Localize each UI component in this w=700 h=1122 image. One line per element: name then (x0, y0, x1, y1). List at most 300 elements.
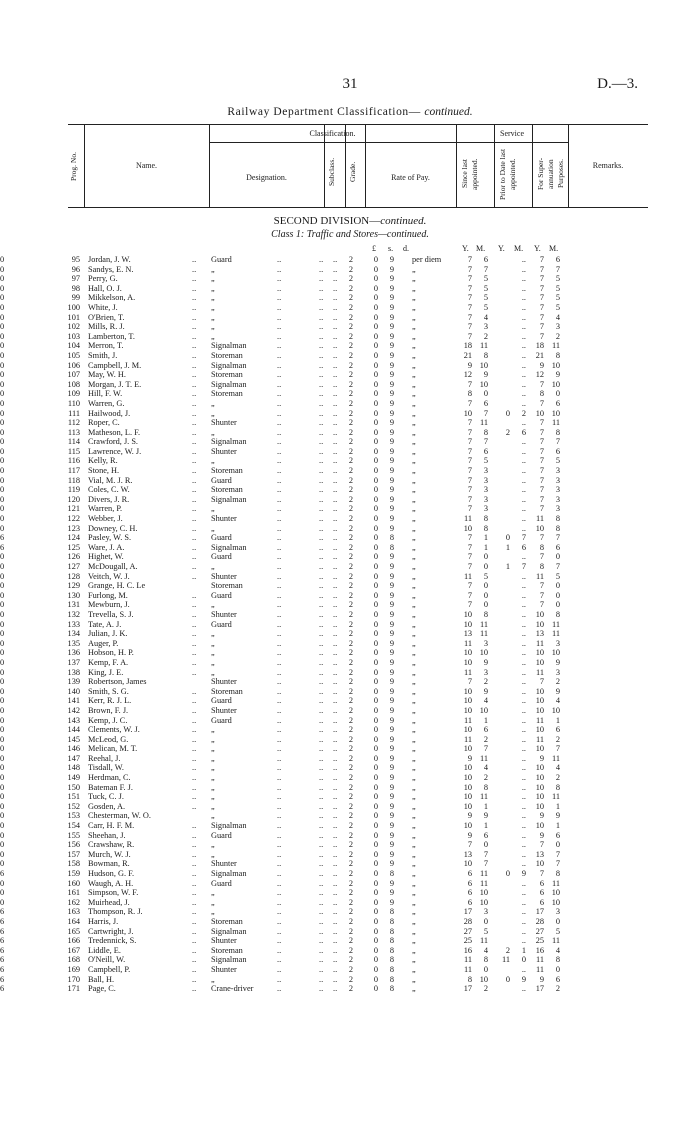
name-cell: Kemp, F. A. (88, 657, 129, 667)
name-cell: Gosden, A. (88, 801, 126, 811)
grade-cell: 2 (348, 533, 354, 543)
leader-dots: .. (333, 398, 338, 408)
since-months-cell: 5 (483, 926, 488, 936)
pay-pounds-cell: 0 (373, 312, 379, 322)
prior-months-cell: .. (521, 475, 526, 485)
grade-cell: 2 (348, 840, 354, 850)
super-years-cell: 8 (539, 542, 544, 552)
leader-dots: .. (277, 619, 282, 629)
pay-period-cell: „ (412, 475, 416, 485)
pay-pounds-cell: 0 (373, 341, 379, 351)
leader-dots: .. (192, 849, 197, 859)
leader-dots: .. (333, 485, 338, 495)
leader-dots: .. (277, 773, 282, 783)
pay-period-cell: „ (412, 571, 416, 581)
pay-pence-cell: 0 (0, 715, 5, 725)
table-row (0, 716, 700, 726)
pay-pence-cell: 0 (0, 446, 5, 456)
prior-months-cell: .. (521, 255, 526, 264)
leader-dots: .. (333, 696, 338, 706)
leader-dots: .. (333, 274, 338, 284)
designation-cell: Storeman (211, 350, 243, 360)
pay-shillings-cell: 9 (389, 408, 395, 418)
since-years-cell: 13 (463, 849, 472, 859)
leader-dots: .. (192, 370, 197, 380)
super-years-cell: 10 (535, 744, 544, 754)
super-months-cell: 10 (551, 408, 560, 418)
pay-shillings-cell: 9 (389, 514, 395, 524)
grade-cell: 2 (348, 734, 354, 744)
name-cell: Campbell, P. (88, 964, 131, 974)
since-years-cell: 10 (463, 744, 472, 754)
leader-dots: .. (277, 677, 282, 687)
pay-pounds-cell: 0 (373, 821, 379, 831)
leader-dots: .. (192, 629, 197, 639)
super-months-cell: 0 (555, 389, 560, 399)
grade-cell: 2 (348, 984, 354, 994)
since-years-cell: 11 (464, 571, 472, 581)
leader-dots: .. (319, 696, 324, 706)
table-row (0, 255, 700, 265)
since-years-cell: 7 (467, 562, 472, 571)
leader-dots: .. (277, 389, 282, 399)
prior-months-cell: .. (521, 456, 526, 466)
leader-dots: .. (319, 859, 324, 869)
since-months-cell: 0 (483, 916, 488, 926)
pay-pence-cell: 6 (0, 907, 5, 917)
leader-dots: .. (319, 763, 324, 773)
since-years-cell: 7 (467, 494, 472, 504)
name-cell: Trevella, S. J. (88, 609, 134, 619)
table-row (0, 418, 700, 428)
leader-dots: .. (319, 360, 324, 370)
grade-cell: 2 (348, 849, 354, 859)
pay-pounds-cell: 0 (373, 773, 379, 783)
leader-dots: .. (277, 686, 282, 696)
super-months-cell: 3 (555, 667, 560, 677)
prior-months-cell: .. (521, 984, 526, 994)
prog-no-cell: 95 (71, 255, 80, 264)
pay-shillings-cell: 9 (389, 523, 395, 533)
pay-period-cell: „ (412, 494, 416, 504)
leader-dots: .. (319, 629, 324, 639)
grade-cell: 2 (348, 821, 354, 831)
pay-shillings-cell: 8 (389, 936, 395, 946)
pay-pence-cell: 0 (0, 849, 5, 859)
table-row (0, 562, 700, 572)
since-months-cell: 8 (483, 427, 488, 437)
super-months-cell: 0 (555, 964, 560, 974)
grade-cell: 2 (348, 408, 354, 418)
leader-dots: .. (277, 888, 282, 898)
since-years-cell: 13 (463, 629, 472, 639)
prog-no-cell: 118 (67, 475, 80, 485)
pay-pence-cell: 0 (0, 283, 5, 293)
prior-months-cell: .. (521, 437, 526, 447)
prior-months-cell: .. (521, 907, 526, 917)
leader-dots: .. (333, 936, 338, 946)
pay-period-cell: „ (412, 322, 416, 332)
since-months-cell: 11 (480, 418, 488, 428)
since-months-cell: 4 (483, 763, 488, 773)
pay-shillings-cell: 9 (389, 705, 395, 715)
leader-dots: .. (277, 542, 282, 552)
pay-pounds-cell: 0 (373, 619, 379, 629)
leader-dots: .. (333, 945, 338, 955)
prog-no-cell: 158 (67, 859, 80, 869)
pay-pence-cell: 0 (0, 830, 5, 840)
name-cell: Highet, W. (88, 552, 124, 562)
since-months-cell: 7 (483, 744, 488, 754)
pay-pounds-cell: 0 (373, 562, 379, 571)
since-months-cell: 10 (479, 974, 488, 984)
pay-period-cell: „ (412, 542, 416, 552)
leader-dots: .. (192, 821, 197, 831)
pay-shillings-cell: 8 (389, 926, 395, 936)
pay-pence-cell: 0 (0, 811, 5, 821)
since-years-cell: 9 (467, 811, 472, 821)
since-months-cell: 0 (483, 840, 488, 850)
leader-dots: .. (319, 648, 324, 658)
table-header (68, 124, 648, 208)
grade-cell: 2 (348, 274, 354, 284)
pay-pence-cell: 0 (0, 331, 5, 341)
prior-years-cell: 0 (505, 408, 510, 418)
table-row (0, 293, 700, 303)
leader-dots: .. (192, 657, 197, 667)
prior-months-cell: .. (521, 821, 526, 831)
leader-dots: .. (192, 446, 197, 456)
pay-period-cell: „ (412, 446, 416, 456)
since-months-cell: 3 (483, 667, 488, 677)
name-cell: Kerr, R. J. L. (88, 696, 132, 706)
pay-pence-cell: 0 (0, 370, 5, 380)
since-years-cell: 10 (463, 801, 472, 811)
designation-cell: „ (211, 849, 215, 859)
leader-dots: .. (333, 609, 338, 619)
designation-cell: Shunter (211, 514, 237, 524)
designation-cell: „ (211, 753, 215, 763)
super-years-cell: 7 (539, 331, 544, 341)
since-years-cell: 6 (467, 869, 472, 878)
name-cell: Bowman, R. (88, 859, 130, 869)
prior-months-cell: 7 (521, 562, 526, 571)
prior-months-cell: .. (521, 648, 526, 658)
leader-dots: .. (277, 811, 282, 821)
leader-dots: .. (333, 619, 338, 629)
rate-header: Rate of Pay. (391, 173, 430, 182)
leader-dots: .. (319, 571, 324, 581)
prior-months-cell: .. (521, 849, 526, 859)
pay-shillings-cell: 9 (389, 609, 395, 619)
pay-shillings-cell: 8 (389, 974, 395, 984)
designation-cell: „ (211, 801, 215, 811)
leader-dots: .. (333, 974, 338, 984)
leader-dots: .. (333, 840, 338, 850)
super-years-cell: 7 (539, 869, 544, 878)
name-cell: Cartwright, J. (88, 926, 134, 936)
pay-period-cell: „ (412, 696, 416, 706)
pay-pence-cell: 0 (0, 609, 5, 619)
leader-dots: .. (277, 274, 282, 284)
name-cell: Muirhead, J. (88, 897, 130, 907)
pay-pence-cell: 0 (0, 629, 5, 639)
pay-shillings-cell: 9 (389, 264, 395, 274)
leader-dots: .. (192, 504, 197, 514)
since-years-cell: 10 (463, 523, 472, 533)
leader-dots: .. (277, 283, 282, 293)
super-months-cell: 9 (555, 370, 560, 380)
since-months-cell: 0 (483, 389, 488, 399)
pay-pence-cell: 0 (0, 581, 5, 591)
prog-no-cell: 127 (67, 562, 80, 571)
pay-pence-cell: 0 (0, 485, 5, 495)
super-years-cell: 7 (539, 264, 544, 274)
grade-cell: 2 (348, 667, 354, 677)
pay-pence-cell: 0 (0, 619, 5, 629)
pay-shillings-cell: 9 (389, 849, 395, 859)
leader-dots: .. (319, 964, 324, 974)
prior-months-cell: 1 (521, 945, 526, 955)
super-years-cell: 7 (539, 302, 544, 312)
leader-dots: .. (192, 427, 197, 437)
leader-dots: .. (192, 609, 197, 619)
pay-pounds-cell: 0 (373, 571, 379, 581)
since-months-cell: 10 (479, 897, 488, 907)
prog-no-cell: 110 (67, 398, 80, 408)
table-row (0, 332, 700, 342)
pay-pence-cell: 0 (0, 360, 5, 370)
prior-years-cell: 1 (505, 542, 510, 552)
leader-dots: .. (192, 514, 197, 524)
designation-cell: Guard (211, 475, 232, 485)
table-row (0, 351, 700, 361)
pay-shillings-cell: 9 (389, 418, 395, 428)
pay-pounds-cell: 0 (373, 945, 379, 955)
super-months-cell: 7 (555, 849, 560, 859)
pay-pence-cell: 0 (0, 408, 5, 418)
leader-dots: .. (192, 485, 197, 495)
leader-dots: .. (319, 888, 324, 898)
leader-dots: .. (333, 907, 338, 917)
prior-months-cell: .. (521, 696, 526, 706)
designation-cell: Signalman (211, 542, 247, 552)
prior-months-cell: .. (521, 331, 526, 341)
grade-cell: 2 (348, 888, 354, 898)
super-months-cell: 2 (555, 677, 560, 687)
leader-dots: .. (319, 945, 324, 955)
leader-dots: .. (277, 753, 282, 763)
grade-cell: 2 (348, 725, 354, 735)
leader-dots: .. (319, 897, 324, 907)
pay-pounds-cell: 0 (373, 350, 379, 360)
pay-shillings-cell: 9 (389, 667, 395, 677)
leader-dots: .. (319, 274, 324, 284)
pay-pence-cell: 6 (0, 974, 5, 984)
prog-no-cell: 122 (67, 514, 80, 524)
pay-pounds-cell: 0 (373, 264, 379, 274)
pay-period-cell: „ (412, 849, 416, 859)
classification-rule (209, 142, 456, 143)
pay-period-cell: „ (412, 456, 416, 466)
prog-no-cell: 162 (67, 897, 80, 907)
super-years-cell: 8 (539, 389, 544, 399)
pay-period-cell: „ (412, 581, 416, 591)
prog-no-cell: 143 (67, 715, 80, 725)
leader-dots: .. (277, 322, 282, 332)
name-cell: Roper, C. (88, 418, 120, 428)
grade-cell: 2 (348, 763, 354, 773)
name-cell: Coles, C. W. (88, 485, 130, 495)
prior-years-cell: 0 (505, 974, 510, 984)
table-row (0, 274, 700, 284)
table-row (0, 629, 700, 639)
since-years-cell: 7 (467, 437, 472, 447)
super-months-cell: 3 (555, 485, 560, 495)
name-header: Name. (135, 161, 158, 170)
pay-period-cell: „ (412, 964, 416, 974)
leader-dots: .. (277, 974, 282, 984)
name-cell: Robertson, James (88, 677, 147, 687)
prior-months-cell: 9 (521, 869, 526, 878)
leader-dots: .. (319, 840, 324, 850)
prog-no-cell: 159 (67, 869, 80, 878)
name-cell: Kemp, J. C. (88, 715, 128, 725)
since-months-cell: 9 (483, 370, 488, 380)
since-months-cell: 2 (483, 734, 488, 744)
leader-dots: .. (277, 667, 282, 677)
prior-months-cell: .. (521, 638, 526, 648)
prog-no-cell: 152 (67, 801, 80, 811)
prog-no-cell: 169 (67, 964, 80, 974)
pay-period-cell: „ (412, 974, 416, 984)
grade-cell: 2 (348, 341, 354, 351)
prog-no-cell: 128 (67, 571, 80, 581)
pay-pence-cell: 0 (0, 350, 5, 360)
super-years-cell: 7 (539, 379, 544, 389)
prior-months-cell: .. (521, 360, 526, 370)
leader-dots: .. (333, 293, 338, 303)
super-months-cell: 5 (555, 571, 560, 581)
pay-shillings-cell: 9 (389, 350, 395, 360)
leader-dots: .. (319, 379, 324, 389)
table-row (0, 763, 700, 773)
grade-cell: 2 (348, 331, 354, 341)
pay-pence-cell: 0 (0, 725, 5, 735)
pay-pounds-cell: 0 (373, 897, 379, 907)
leader-dots: .. (192, 955, 197, 965)
leader-dots: .. (192, 984, 197, 994)
pay-pounds-cell: 0 (373, 830, 379, 840)
pay-shillings-cell: 9 (389, 629, 395, 639)
grade-cell: 2 (348, 753, 354, 763)
prior-months-cell: .. (521, 446, 526, 456)
name-cell: Kelly, R. (88, 456, 118, 466)
super-months-cell: 6 (555, 446, 560, 456)
prior-months-cell: .. (521, 293, 526, 303)
super-months-cell: 7 (555, 744, 560, 754)
super-years-cell: 18 (535, 341, 544, 351)
table-row (0, 898, 700, 908)
prog-no-cell: 168 (67, 955, 80, 965)
leader-dots: .. (319, 552, 324, 562)
pay-pounds-cell: 0 (373, 514, 379, 524)
prior-months-cell: .. (521, 264, 526, 274)
pay-period-cell: „ (412, 523, 416, 533)
leader-dots: .. (333, 753, 338, 763)
pay-shillings-cell: 9 (389, 696, 395, 706)
table-row (0, 620, 700, 630)
name-cell: Morgan, J. T. E. (88, 379, 142, 389)
leader-dots: .. (192, 302, 197, 312)
prog-no-cell: 135 (67, 638, 80, 648)
name-cell: Clements, W. J. (88, 725, 140, 735)
leader-dots: .. (277, 504, 282, 514)
leader-dots: .. (277, 801, 282, 811)
super-months-cell: 2 (555, 984, 560, 994)
leader-dots: .. (333, 955, 338, 965)
since-months-cell: 11 (480, 792, 488, 802)
leader-dots: .. (319, 869, 324, 878)
designation-cell: Guard (211, 533, 232, 543)
leader-dots: .. (277, 562, 282, 571)
since-months-cell: 2 (483, 773, 488, 783)
grade-cell: 2 (348, 571, 354, 581)
pay-shillings-cell: 9 (389, 283, 395, 293)
leader-dots: .. (319, 907, 324, 917)
prog-no-cell: 112 (67, 418, 80, 428)
super-months-cell: 4 (555, 763, 560, 773)
pay-pounds-cell: 0 (373, 811, 379, 821)
pay-shillings-cell: 9 (389, 715, 395, 725)
super-years-cell: 9 (539, 830, 544, 840)
designation-cell: Storeman (211, 581, 243, 591)
pay-shillings-cell: 9 (389, 322, 395, 332)
super-years-cell: 7 (539, 504, 544, 514)
name-cell: Julian, J. K. (88, 629, 128, 639)
prog-no-cell: 116 (67, 456, 80, 466)
leader-dots: .. (277, 302, 282, 312)
prior-months-cell: .. (521, 811, 526, 821)
grade-cell: 2 (348, 801, 354, 811)
pay-pounds-cell: 0 (373, 302, 379, 312)
leader-dots: .. (319, 293, 324, 303)
pay-period-cell: „ (412, 370, 416, 380)
page-reference: D.—3. (597, 76, 638, 92)
pay-pence-cell: 0 (0, 523, 5, 533)
leader-dots: .. (333, 715, 338, 725)
name-cell: Crawshaw, R. (88, 840, 135, 850)
designation-cell: „ (211, 792, 215, 802)
table-row (0, 361, 700, 371)
prog-no-cell: 150 (67, 782, 80, 792)
pay-pence-cell: 0 (0, 475, 5, 485)
super-months-cell: 10 (551, 705, 560, 715)
pay-pounds-cell: 0 (373, 485, 379, 495)
grade-cell: 2 (348, 456, 354, 466)
super-months-cell: 6 (555, 542, 560, 552)
leader-dots: .. (319, 437, 324, 447)
grade-cell: 2 (348, 389, 354, 399)
pay-pounds-cell: 0 (373, 533, 379, 543)
prior-months-cell: .. (521, 571, 526, 581)
leader-dots: .. (319, 792, 324, 802)
since-years-cell: 27 (463, 926, 472, 936)
leader-dots: .. (319, 590, 324, 600)
leader-dots: .. (319, 705, 324, 715)
grade-cell: 2 (348, 811, 354, 821)
prior-months-cell: .. (521, 705, 526, 715)
